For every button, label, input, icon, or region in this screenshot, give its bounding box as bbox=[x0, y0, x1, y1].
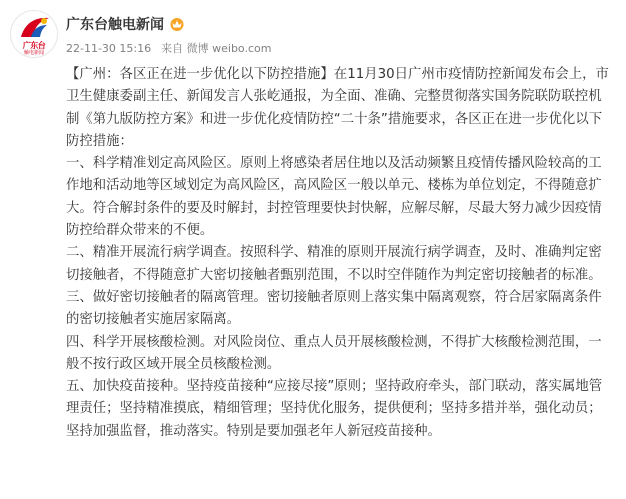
avatar-logo-subtext: 触电新闻 bbox=[23, 50, 44, 56]
avatar[interactable] bbox=[10, 10, 58, 58]
author-name[interactable]: 广东台触电新闻 bbox=[66, 17, 164, 33]
post-paragraph-3: 三、做好密切接触者的隔离管理。密切接触者原则上落实集中隔离观察，符合居家隔离条件的密切接触者实施居家隔离。 bbox=[66, 289, 602, 328]
tv-logo-icon bbox=[17, 15, 53, 41]
avatar-logo-text: 广东台 bbox=[22, 41, 46, 50]
post-paragraph-4: 四、科学开展核酸检测。对风险岗位、重点人员开展核酸检测，不得扩大核酸检测范围，一般不按行政区域开展全员核酸检测。 bbox=[66, 334, 602, 372]
post-paragraph-5: 五、加快疫苗接种。坚持疫苗接种“应接尽接”原则；坚持政府牵头，部门联动，落实属地管理责任；坚持精准摸底，精细管理；坚持优化服务，提供便利；坚持多措并举，强化动员；坚持加强监督，推动落实。特别是要加强老年人新冠疫苗接种。 bbox=[66, 379, 603, 439]
post-timestamp[interactable]: 22-11-30 15:16 bbox=[66, 41, 152, 55]
author-row bbox=[66, 14, 185, 34]
vip-badge-icon bbox=[169, 16, 185, 32]
post-content bbox=[66, 64, 614, 443]
post-source: 来自 微博 weibo.com bbox=[161, 42, 272, 55]
post-paragraph-2: 二、精准开展流行病学调查。按照科学、精准的原则开展流行病学调查，及时、准确判定密切接触者，不得随意扩大密切接触者甄别范围，不以时空伴随作为判定密切接触者的标准。 bbox=[66, 245, 602, 283]
post-paragraph-intro: 【广州：各区正在进一步优化以下防控措施】在11月30日广州市疫情防控新闻发布会上，市卫生健康委副主任、新闻发言人张屹通报，为全面、准确、完整贯彻落实国务院联防联控机制《第九版防控方案》和进一步优化疫情防控“二十条”措施要求，各区正在进一步优化以下防控措施： bbox=[66, 67, 609, 149]
post-paragraph-1: 一、科学精准划定高风险区。原则上将感染者居住地以及活动频繁且疫情传播风险较高的工作地和活动地等区域划定为高风险区，高风险区一般以单元、楼栋为单位划定，不得随意扩大。符合解封条件的要及时解封，封控管理要快封快解，应解尽解，尽最大努力减少因疫情防控给群众带来的不便。 bbox=[66, 156, 602, 239]
post-meta bbox=[66, 40, 271, 56]
